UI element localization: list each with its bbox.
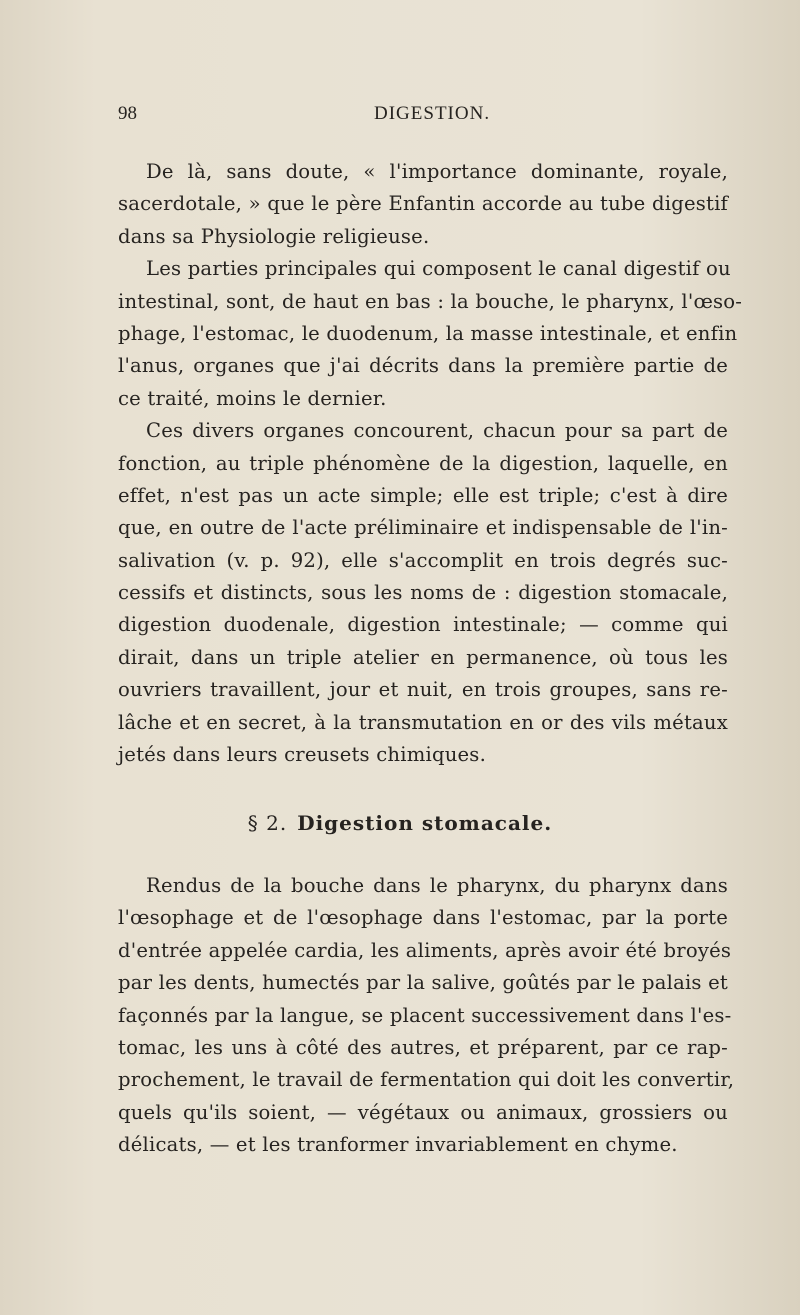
text-line: Les parties principales qui composent le canal digestif ou <box>146 257 731 281</box>
text-line: délicats, — et les tranformer invariablement en chyme. <box>118 1133 678 1157</box>
text-line: lâche et en secret, à la transmutation en or des vils métaux <box>118 710 728 734</box>
text-line: quels qu'ils soient, — végétaux ou animaux, grossiers ou <box>118 1100 728 1124</box>
text-line: dirait, dans un triple atelier en permanence, où tous les <box>118 645 728 669</box>
running-title: DIGESTION. <box>374 103 491 124</box>
text-line: Ces divers organes concourent, chacun pour sa part de <box>146 419 728 443</box>
page-number: 98 <box>118 103 137 124</box>
text-line: ouvriers travaillent, jour et nuit, en trois groupes, sans re- <box>118 678 728 702</box>
section-number: § 2. <box>247 811 288 835</box>
text-line: prochement, le travail de fermentation qui doit les convertir, <box>118 1068 735 1092</box>
text-line: tomac, les uns à côté des autres, et préparent, par ce rap- <box>118 1035 728 1059</box>
text-line: d'entrée appelée cardia, les aliments, après avoir été broyés <box>118 938 732 962</box>
text-line: intestinal, sont, de haut en bas : la bouche, le pharynx, l'œso- <box>118 289 743 313</box>
text-line: par les dents, humectés par la salive, goûtés par le palais et <box>118 971 728 995</box>
text-line: De là, sans doute, « l'importance dominante, royale, <box>146 160 728 183</box>
text-line: phage, l'estomac, le duodenum, la masse intestinale, et enfin <box>118 321 738 345</box>
text-line: Rendus de la bouche dans le pharynx, du pharynx dans <box>146 874 728 897</box>
section-heading <box>0 811 800 835</box>
running-head <box>118 103 728 133</box>
text-line: ce traité, moins le dernier. <box>118 386 387 410</box>
text-line: cessifs et distincts, sous les noms de : digestion stomacale, <box>118 581 728 605</box>
text-line: que, en outre de l'acte préliminaire et indispensable de l'in- <box>118 516 728 540</box>
text-line: l'œsophage et de l'œsophage dans l'estomac, par la porte <box>118 906 728 930</box>
text-line: dans sa Physiologie religieuse. <box>118 224 430 248</box>
text-line: salivation (v. p. 92), elle s'accomplit en trois degrés suc- <box>118 548 728 572</box>
text-line: effet, n'est pas un acte simple; elle est triple; c'est à dire <box>118 483 728 507</box>
text-line: jetés dans leurs creusets chimiques. <box>118 743 486 767</box>
paragraphs-block-2 <box>118 870 735 1162</box>
text-line: l'anus, organes que j'ai décrits dans la première partie de <box>118 354 728 378</box>
text-line: fonction, au triple phénomène de la digestion, laquelle, en <box>118 451 728 475</box>
text-line: sacerdotale, » que le père Enfantin accorde au tube digestif <box>118 192 728 216</box>
paragraphs-block-1 <box>118 156 743 771</box>
text-line: façonnés par la langue, se placent successivement dans l'es- <box>118 1003 732 1027</box>
text-line: digestion duodenale, digestion intestinale; — comme qui <box>118 613 728 637</box>
section-title: Digestion stomacale. <box>297 811 553 835</box>
